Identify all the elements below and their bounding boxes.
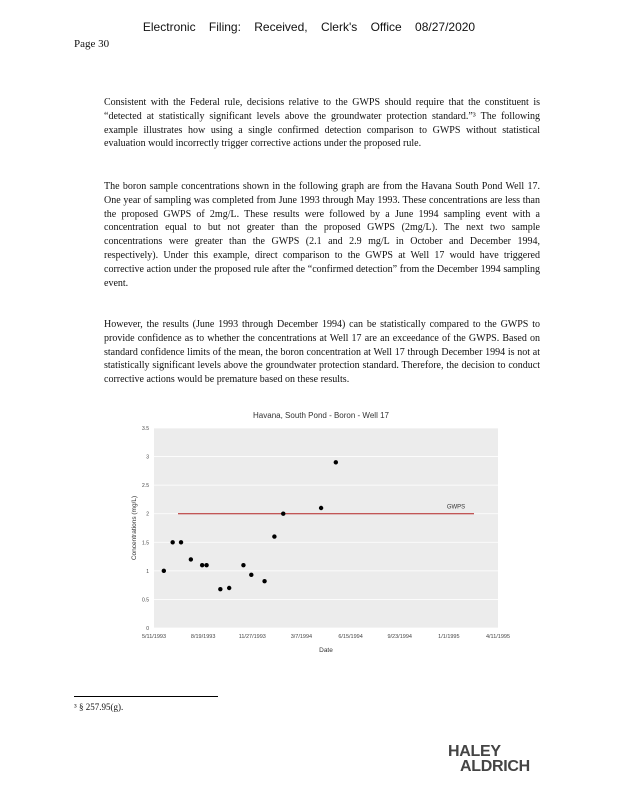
data-point (262, 579, 266, 583)
data-point (170, 540, 174, 544)
x-tick-label: 4/11/1995 (485, 634, 511, 640)
data-point (227, 586, 231, 590)
x-tick-label: 8/19/1993 (190, 634, 216, 640)
y-tick-label: 3 (146, 454, 149, 461)
data-point (241, 563, 245, 567)
data-point (272, 534, 276, 538)
y-tick-label: 2.5 (142, 483, 149, 490)
data-point (179, 540, 183, 544)
x-tick-label: 6/15/1994 (338, 634, 363, 640)
x-tick-label: 1/1/1995 (438, 634, 460, 640)
y-axis-label: Concentrations (mg/L) (131, 495, 138, 561)
page-number: Page 30 (74, 38, 110, 50)
data-point (334, 460, 338, 464)
paragraph-2: The boron sample concentrations shown in the following graph are from the Havana South Pond Well 17. One year of sampling was completed from June 1993 through May 1993. These concentrations are less than the proposed GWPS of 2mg/L. These results were followed by a June 1994 sampling event with a concentration equal to but not greater than the proposed GWPS (2mg/L). The next two sample concentrations were greater than the GWPS (2.1 and 2.9 mg/L in October and December 1994, respectively). Under this example, direct comparison to the GWPS at Well 17 would have triggered corrective action under the proposed rule after the “confirmed detection” from the December 1994 sampling event. (104, 181, 540, 289)
x-tick-label: 11/27/1993 (238, 634, 266, 640)
data-point (281, 512, 285, 516)
logo-line-1: HALEY (448, 743, 501, 760)
footnote-rule (74, 696, 218, 697)
boron-chart (126, 408, 516, 658)
y-tick-label: 0 (146, 626, 149, 632)
y-tick-label: 1.5 (142, 540, 149, 547)
data-point (218, 587, 222, 591)
footnote: ³ § 257.95(g). (74, 702, 124, 712)
y-tick-label: 0.5 (142, 597, 149, 604)
gwps-label: GWPS (446, 504, 466, 511)
paragraph-3: However, the results (June 1993 through December 1994) can be statistically compared to the GWPS to provide confidence as to whether the concentrations at Well 17 are an exceedance of the GWPS. Based on standard confidence limits of the mean, the boron concentration at Well 17 through December 1994 is not at statistically significant levels above the groundwater protection standard. Therefore, the decision to conduct corrective actions would be premature based on these results. (104, 319, 540, 386)
x-tick-label: 5/11/1993 (141, 634, 167, 640)
y-tick-label: 2 (146, 511, 149, 518)
x-axis-label: Date (319, 647, 333, 654)
data-point (162, 569, 166, 573)
chart-title: Havana, South Pond - Boron - Well 17 (253, 411, 389, 420)
x-tick-label: 3/7/1994 (290, 634, 313, 640)
x-tick-label: 9/23/1994 (387, 634, 412, 640)
data-point (189, 557, 193, 561)
haley-aldrich-logo (448, 744, 530, 774)
data-point (249, 573, 253, 577)
logo-line-2: ALDRICH (460, 758, 530, 775)
paragraph-1: Consistent with the Federal rule, decisions relative to the GWPS should require that the constituent is “detected at statistically significant levels above the groundwater protection standard.”³ The following example illustrates how using a single confirmed detection comparison to GWPS without statistical evaluation would incorrectly trigger corrective actions under the proposed rule. (104, 97, 540, 150)
filing-header: Electronic Filing: Received, Clerk's Office 08/27/2020 (142, 20, 476, 34)
data-point (204, 563, 208, 567)
y-tick-label: 1 (146, 568, 149, 575)
plot-area (154, 428, 498, 628)
data-point (319, 506, 323, 510)
y-tick-label: 3.5 (142, 426, 149, 432)
data-point (200, 563, 204, 567)
